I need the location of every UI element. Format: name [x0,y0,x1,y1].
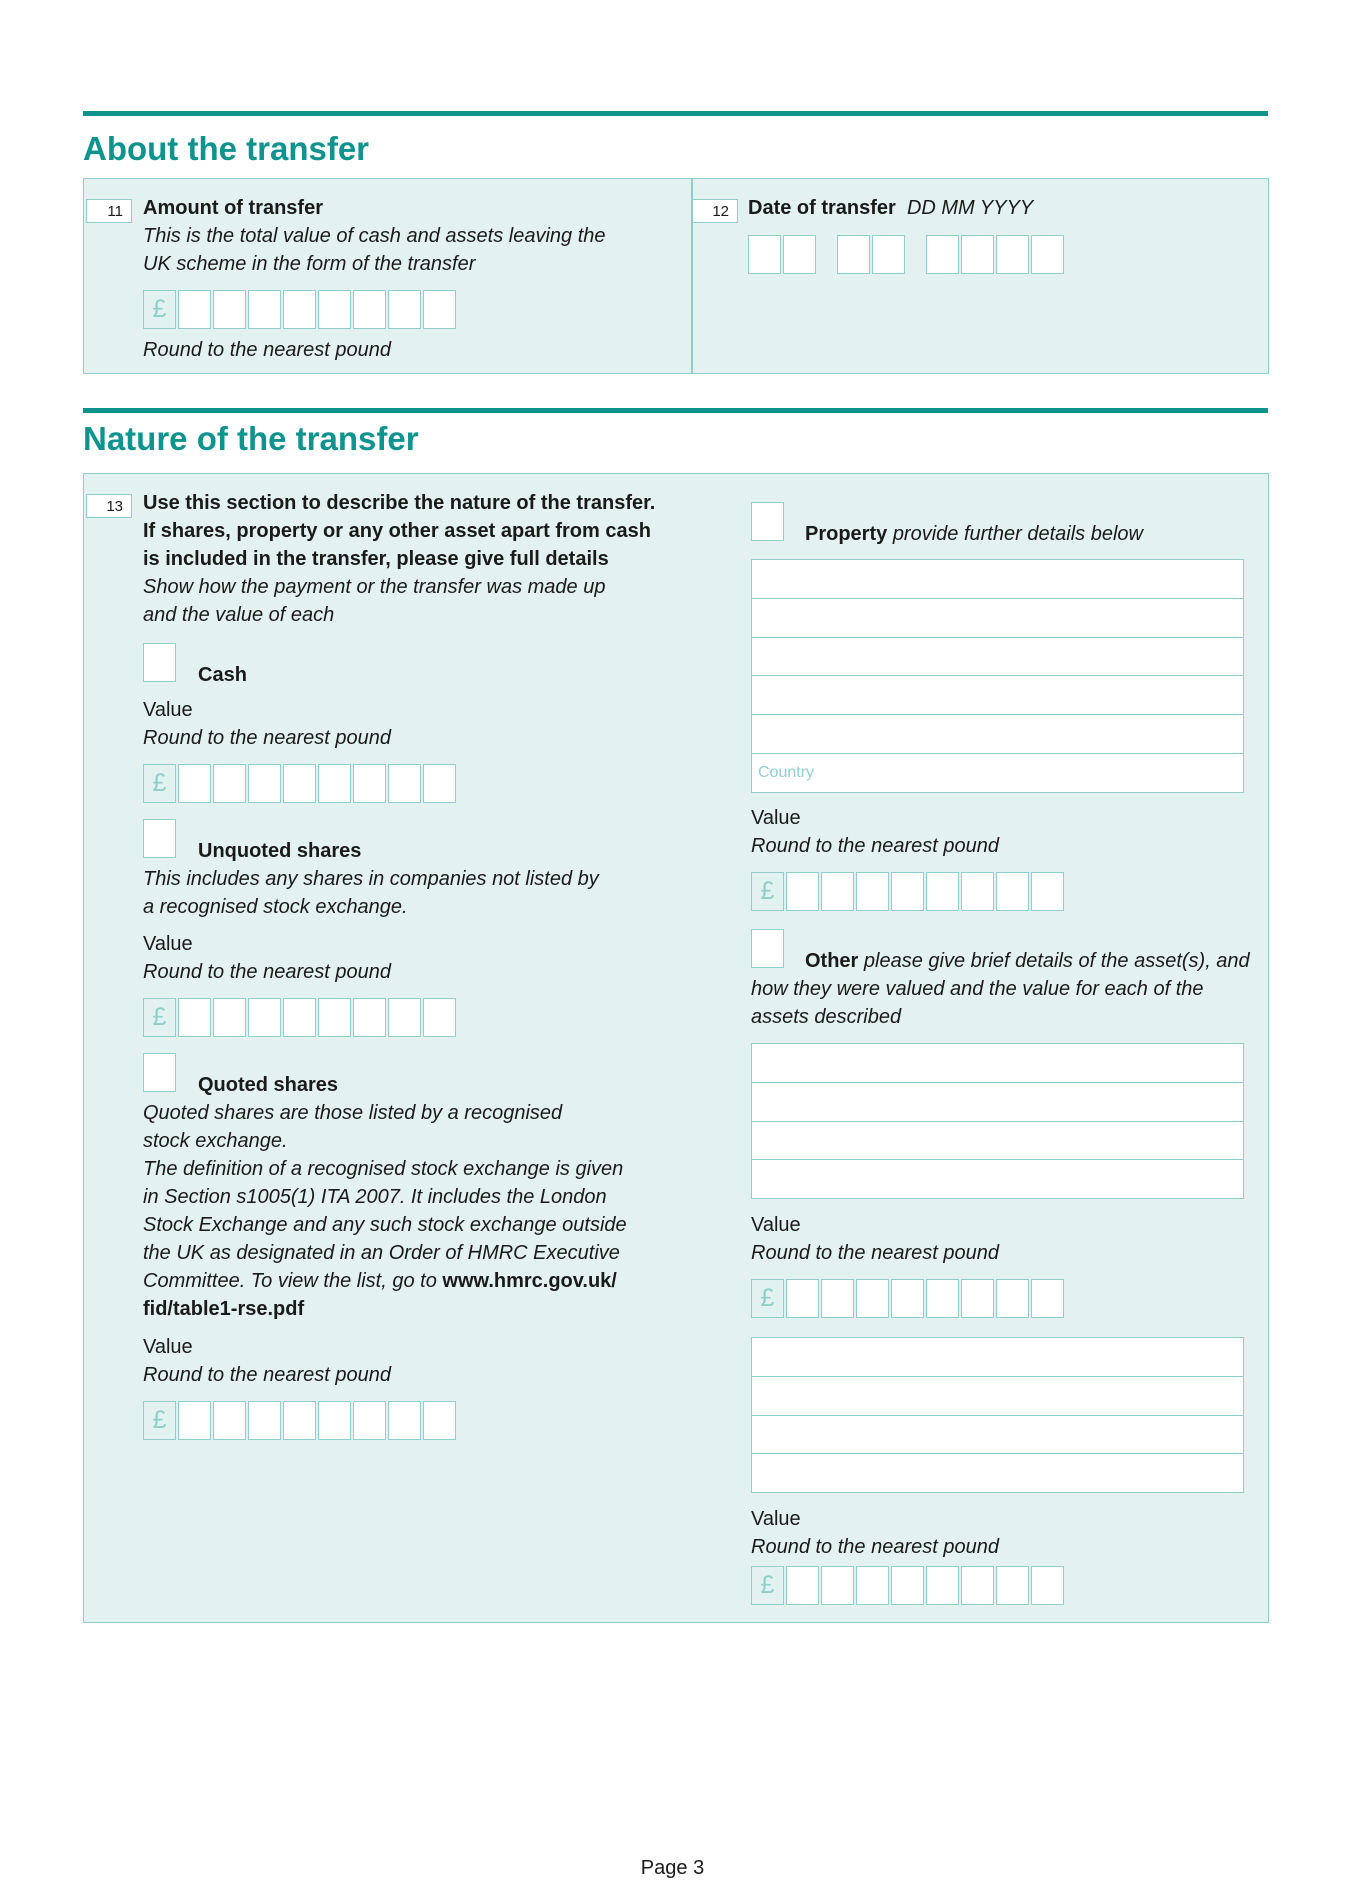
about-panel [83,178,1269,374]
section-rule [83,408,1268,413]
question-number-11: 11 [86,199,132,223]
digit-box[interactable] [178,764,211,803]
page-number: Page 3 [640,1857,705,1879]
other-value-input[interactable] [751,1279,1066,1318]
other-2-value-label: Value [751,1508,801,1530]
other-round-note: Round to the nearest pound [751,1242,999,1264]
digit-box[interactable] [353,1401,386,1440]
digit-box[interactable] [996,1279,1029,1318]
digit-box[interactable] [388,290,421,329]
digit-box[interactable] [423,290,456,329]
quoted-round-note: Round to the nearest pound [143,1364,391,1386]
other-details-box[interactable] [751,1043,1244,1199]
other-details-line[interactable] [752,1454,1243,1493]
amount-of-transfer-input[interactable] [143,290,458,329]
pound-sign: £ [143,998,176,1037]
other-help-line3: assets described [751,1006,902,1028]
property-help: provide further details below [892,523,1143,545]
property-heading [805,520,1143,548]
question-number-13: 13 [86,494,132,518]
other-details-line[interactable] [752,1338,1243,1377]
digit-box[interactable] [996,1566,1029,1605]
digit-box[interactable] [926,872,959,911]
other-help-line2: how they were valued and the value for each of the [751,978,1204,1000]
hmrc-link-continued[interactable]: fid/table1-rse.pdf [143,1298,305,1320]
quoted-help-line7 [143,1267,617,1295]
digit-box[interactable] [213,1401,246,1440]
q13-help-line2: and the value of each [143,604,335,626]
date-of-transfer-label [748,194,1033,222]
month-box[interactable] [872,235,905,274]
unquoted-shares-label: Unquoted shares [198,840,362,862]
property-round-note: Round to the nearest pound [751,835,999,857]
property-details-box[interactable] [751,559,1244,793]
digit-box[interactable] [213,764,246,803]
cash-value-label: Value [143,699,193,721]
other-2-value-input[interactable] [751,1566,1066,1605]
digit-box[interactable] [283,1401,316,1440]
day-box[interactable] [748,235,781,274]
quoted-value-label: Value [143,1336,193,1358]
other-label: Other [805,950,859,972]
property-address-line[interactable] [752,715,1243,754]
nature-panel [83,473,1269,1623]
property-checkbox[interactable] [751,502,784,541]
digit-box[interactable] [423,1401,456,1440]
question-number-12: 12 [692,199,738,223]
digit-box[interactable] [283,998,316,1037]
digit-box[interactable] [786,1566,819,1605]
unquoted-shares-checkbox[interactable] [143,819,176,858]
digit-box[interactable] [178,1401,211,1440]
hmrc-link[interactable]: www.hmrc.gov.uk/ [442,1270,617,1292]
digit-box[interactable] [891,1566,924,1605]
other-details-box-2[interactable] [751,1337,1244,1493]
cash-checkbox[interactable] [143,643,176,682]
property-address-line[interactable] [752,638,1243,677]
digit-box[interactable] [248,764,281,803]
digit-box[interactable] [821,1566,854,1605]
year-box[interactable] [961,235,994,274]
property-address-line[interactable] [752,560,1243,599]
property-value-input[interactable] [751,872,1066,911]
digit-box[interactable] [961,1566,994,1605]
digit-box[interactable] [926,1566,959,1605]
property-address-line[interactable] [752,676,1243,715]
round-nearest-pound: Round to the nearest pound [143,339,391,361]
digit-box[interactable] [213,290,246,329]
property-label: Property [805,523,888,545]
pound-sign: £ [143,1401,176,1440]
pound-sign: £ [751,1279,784,1318]
unquoted-help-line2: a recognised stock exchange. [143,896,408,918]
digit-box[interactable] [388,1401,421,1440]
quoted-help-line6: the UK as designated in an Order of HMRC Executive [143,1242,620,1264]
quoted-shares-value-input[interactable] [143,1401,458,1440]
digit-box[interactable] [891,872,924,911]
quoted-shares-label: Quoted shares [198,1074,339,1096]
pound-sign: £ [143,290,176,329]
digit-box[interactable] [996,872,1029,911]
unquoted-help-line1: This includes any shares in companies not listed by [143,868,599,890]
section-title-about: About the transfer [83,130,370,167]
other-details-line[interactable] [752,1044,1243,1083]
cash-round-note: Round to the nearest pound [143,727,391,749]
digit-box[interactable] [213,998,246,1037]
other-2-round-note: Round to the nearest pound [751,1536,999,1558]
pound-sign: £ [751,872,784,911]
digit-box[interactable] [248,290,281,329]
amount-help-line2: UK scheme in the form of the transfer [143,253,476,275]
country-placeholder: Country [758,763,815,781]
digit-box[interactable] [423,764,456,803]
digit-box[interactable] [178,998,211,1037]
year-box[interactable] [996,235,1029,274]
digit-box[interactable] [353,290,386,329]
digit-box[interactable] [821,872,854,911]
digit-box[interactable] [423,998,456,1037]
digit-box[interactable] [318,998,351,1037]
other-details-line[interactable] [752,1083,1243,1122]
digit-box[interactable] [961,872,994,911]
amount-of-transfer-label: Amount of transfer [143,197,323,219]
year-box[interactable] [926,235,959,274]
other-details-line[interactable] [752,1122,1243,1161]
property-country-field[interactable] [752,754,1243,793]
digit-box[interactable] [318,290,351,329]
pound-sign: £ [143,764,176,803]
digit-box[interactable] [353,998,386,1037]
q13-intro-line3: is included in the transfer, please give full details [143,548,609,570]
quoted-help-text: Committee. To view the list, go to [143,1270,437,1292]
quoted-help-line1: Quoted shares are those listed by a recognised [143,1102,563,1124]
digit-box[interactable] [283,290,316,329]
digit-box[interactable] [961,1279,994,1318]
digit-box[interactable] [283,764,316,803]
digit-box[interactable] [178,290,211,329]
q13-help-line1: Show how the payment or the transfer was made up [143,576,606,598]
day-box[interactable] [783,235,816,274]
quoted-help-line4: in Section s1005(1) ITA 2007. It includes the London [143,1186,607,1208]
pound-sign: £ [751,1566,784,1605]
q13-intro-line1: Use this section to describe the nature of the transfer. [143,492,656,514]
digit-box[interactable] [318,1401,351,1440]
other-heading [805,947,1250,975]
cash-label: Cash [198,664,247,686]
digit-box[interactable] [926,1279,959,1318]
digit-box[interactable] [1031,1279,1064,1318]
cash-value-input[interactable] [143,764,458,803]
quoted-help-line2: stock exchange. [143,1130,288,1152]
unquoted-round-note: Round to the nearest pound [143,961,391,983]
digit-box[interactable] [1031,872,1064,911]
other-value-label: Value [751,1214,801,1236]
digit-box[interactable] [318,764,351,803]
digit-box[interactable] [856,1279,889,1318]
date-label-text: Date of transfer [748,197,896,219]
digit-box[interactable] [248,1401,281,1440]
property-value-label: Value [751,807,801,829]
month-box[interactable] [837,235,870,274]
digit-box[interactable] [388,998,421,1037]
date-of-transfer-input[interactable] [748,235,1066,274]
property-address-line[interactable] [752,599,1243,638]
digit-box[interactable] [1031,1566,1064,1605]
other-details-line[interactable] [752,1377,1243,1416]
quoted-shares-checkbox[interactable] [143,1053,176,1092]
digit-box[interactable] [248,998,281,1037]
digit-box[interactable] [856,1566,889,1605]
digit-box[interactable] [821,1279,854,1318]
amount-help-line1: This is the total value of cash and assets leaving the [143,225,606,247]
digit-box[interactable] [786,1279,819,1318]
digit-box[interactable] [388,764,421,803]
q13-intro-line2: If shares, property or any other asset apart from cash [143,520,651,542]
other-help-line1: please give brief details of the asset(s), and [863,950,1250,972]
unquoted-value-label: Value [143,933,193,955]
other-details-line[interactable] [752,1416,1243,1455]
other-checkbox[interactable] [751,929,784,968]
digit-box[interactable] [786,872,819,911]
quoted-help-line3: The definition of a recognised stock exchange is given [143,1158,624,1180]
other-details-line[interactable] [752,1160,1243,1199]
quoted-help-line5: Stock Exchange and any such stock exchange outside [143,1214,627,1236]
digit-box[interactable] [856,872,889,911]
unquoted-shares-value-input[interactable] [143,998,458,1037]
date-format-hint: DD MM YYYY [906,197,1034,219]
digit-box[interactable] [891,1279,924,1318]
year-box[interactable] [1031,235,1064,274]
section-title-nature: Nature of the transfer [83,420,419,457]
digit-box[interactable] [353,764,386,803]
section-rule [83,111,1268,116]
